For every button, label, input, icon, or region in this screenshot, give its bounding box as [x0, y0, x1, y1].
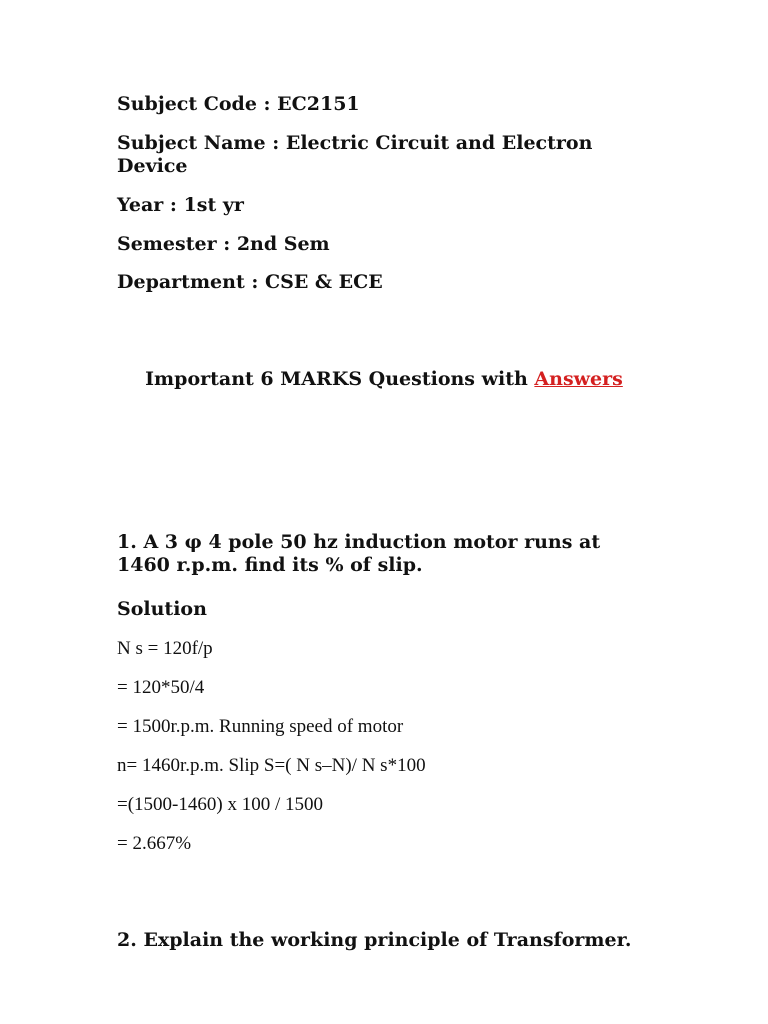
- solution-line: = 120*50/4: [117, 677, 205, 698]
- answers-link[interactable]: Answers: [534, 368, 623, 390]
- section-heading: [0, 368, 768, 391]
- question-1: 1. A 3 φ 4 pole 50 hz induction motor runs at 1460 r.p.m. find its % of slip.: [117, 531, 601, 576]
- department: Department : CSE & ECE: [117, 271, 383, 293]
- solution-line: N s = 120f/p: [117, 638, 213, 659]
- subject-name: Subject Name : Electric Circuit and Electron Device: [117, 132, 593, 177]
- solution-line: =(1500-1460) x 100 / 1500: [117, 794, 323, 815]
- heading-prefix: Important 6 MARKS Questions with: [145, 368, 535, 390]
- semester: Semester : 2nd Sem: [117, 233, 330, 255]
- solution-label: Solution: [117, 598, 207, 620]
- subject-code: Subject Code : EC2151: [117, 93, 360, 115]
- solution-line: = 2.667%: [117, 833, 192, 854]
- question-2: 2. Explain the working principle of Transformer.: [117, 929, 632, 951]
- year: Year : 1st yr: [117, 194, 244, 216]
- solution-line: n= 1460r.p.m. Slip S=( N s–N)/ N s*100: [117, 755, 426, 776]
- solution-line: = 1500r.p.m. Running speed of motor: [117, 716, 404, 737]
